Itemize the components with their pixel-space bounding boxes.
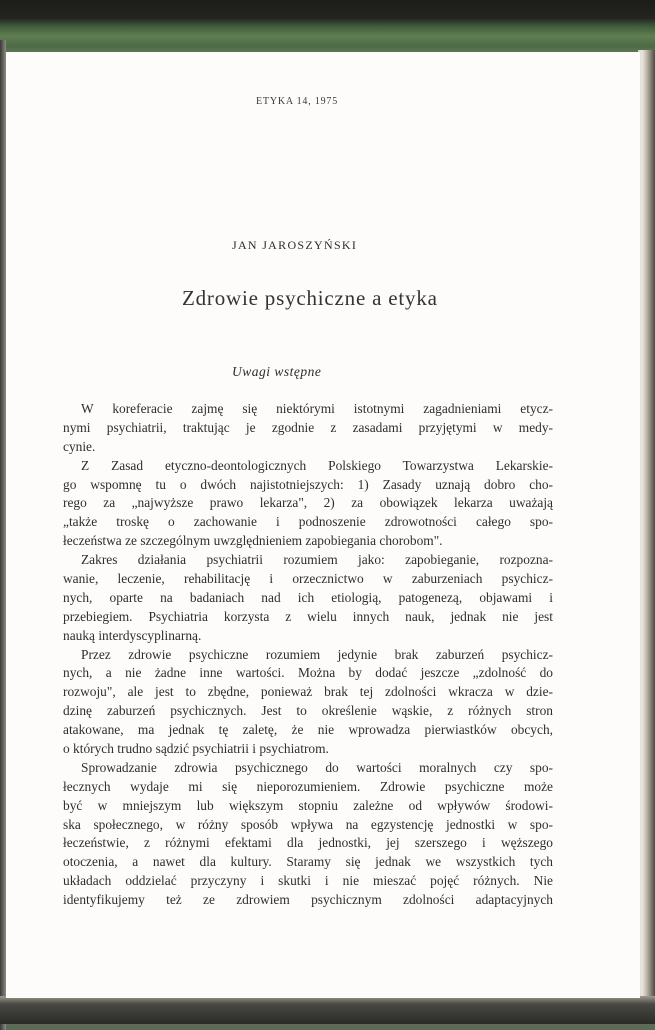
scan-bottom-edge xyxy=(0,996,655,1024)
body-line: Zakres działania psychiatrii rozumiem jako: zapobieganie, rozpozna- xyxy=(81,552,553,568)
section-heading: Uwagi wstępne xyxy=(232,364,322,379)
body-line: rozwoju", ale jest to zbędne, ponieważ brak tej zdolności wkracza w dzie- xyxy=(63,684,553,700)
body-line: identyfikujemy też ze zdrowiem psychicznym zdolności adaptacyjnych xyxy=(63,892,553,908)
body-line: atakowane, ma jednak tę zaletę, że nie wprowadza pierwiastków obcych, xyxy=(63,722,553,738)
article-author: JAN JAROSZYŃSKI xyxy=(232,238,358,252)
body-line: układach oddzielać przyczyny i skutki i nie mieszać pojęć różnych. Nie xyxy=(63,873,553,889)
article-title: Zdrowie psychiczne a etyka xyxy=(182,286,438,310)
body-line: Z Zasad etyczno-deontologicznych Polskiego Towarzystwa Lekarskie- xyxy=(81,457,553,473)
body-line: Przez zdrowie psychiczne rozumiem jedynie brak zaburzeń psychicz- xyxy=(81,646,553,662)
body-line: rego za „najwyższe prawo lekarza", 2) za obowiązek lekarza uważają xyxy=(63,495,553,511)
body-line: nych, a nie żadne inne wartości. Można by dodać jeszcze „zdolność do xyxy=(63,665,553,681)
body-line: łeczeństwa ze szczególnym uwzględnieniem zapobiegania chorobom". xyxy=(63,533,443,549)
body-line: go wspomnę tu o dwóch najistotniejszych: 1) Zasady uznają dobro cho- xyxy=(63,476,553,492)
running-head: ETYKA 14, 1975 xyxy=(256,96,339,107)
body-line: nych, oparte na badaniach nad ich etiologią, patogenezą, objawami i xyxy=(63,589,553,605)
body-line: ska społecznego, w różny sposób wpływa na egzystencję jednostki w spo- xyxy=(63,816,553,832)
article-body xyxy=(63,400,553,910)
body-line: W koreferacie zajmę się niektórymi istotnymi zagadnieniami etycz- xyxy=(81,401,553,416)
body-line: otoczenia, a nawet dla kultury. Staramy się jednak we wszystkich tych xyxy=(63,854,553,870)
body-line: nymi psychiatrii, traktując je zgodnie z zasadami przyjętymi w medy- xyxy=(63,419,553,435)
body-line: przebiegiem. Psychiatria korzysta z wielu innych nauk, jednak nie jest xyxy=(63,608,553,624)
body-line: „także troskę o zachowanie i podnoszenie zdrowotności całego spo- xyxy=(63,514,553,530)
body-line: łecznych wydaje mi się nieporozumieniem. Zdrowie psychiczne może xyxy=(63,778,553,794)
body-line: cynie. xyxy=(63,438,96,454)
body-line: nauką interdyscyplinarną. xyxy=(63,627,202,643)
body-line: łeczeństwie, z różnymi efektami dla jednostki, jej szerszego i węższego xyxy=(63,835,553,851)
scan-right-page-edges xyxy=(638,50,655,1010)
scan-top-cover-edge xyxy=(0,0,655,58)
body-line: wanie, leczenie, rehabilitację i orzecznictwo w zaburzeniach psychicz- xyxy=(63,571,553,587)
body-line: dzinę zaburzeń psychicznych. Jest to określenie wąskie, z różnych stron xyxy=(63,703,553,719)
body-line: o których trudno sądzić psychiatrii i psychiatrom. xyxy=(63,741,329,757)
body-line: być w mniejszym lub większym stopniu zależne od wpływów środowi- xyxy=(63,797,553,813)
body-line: Sprowadzanie zdrowia psychicznego do wartości moralnych czy spo- xyxy=(81,759,553,775)
